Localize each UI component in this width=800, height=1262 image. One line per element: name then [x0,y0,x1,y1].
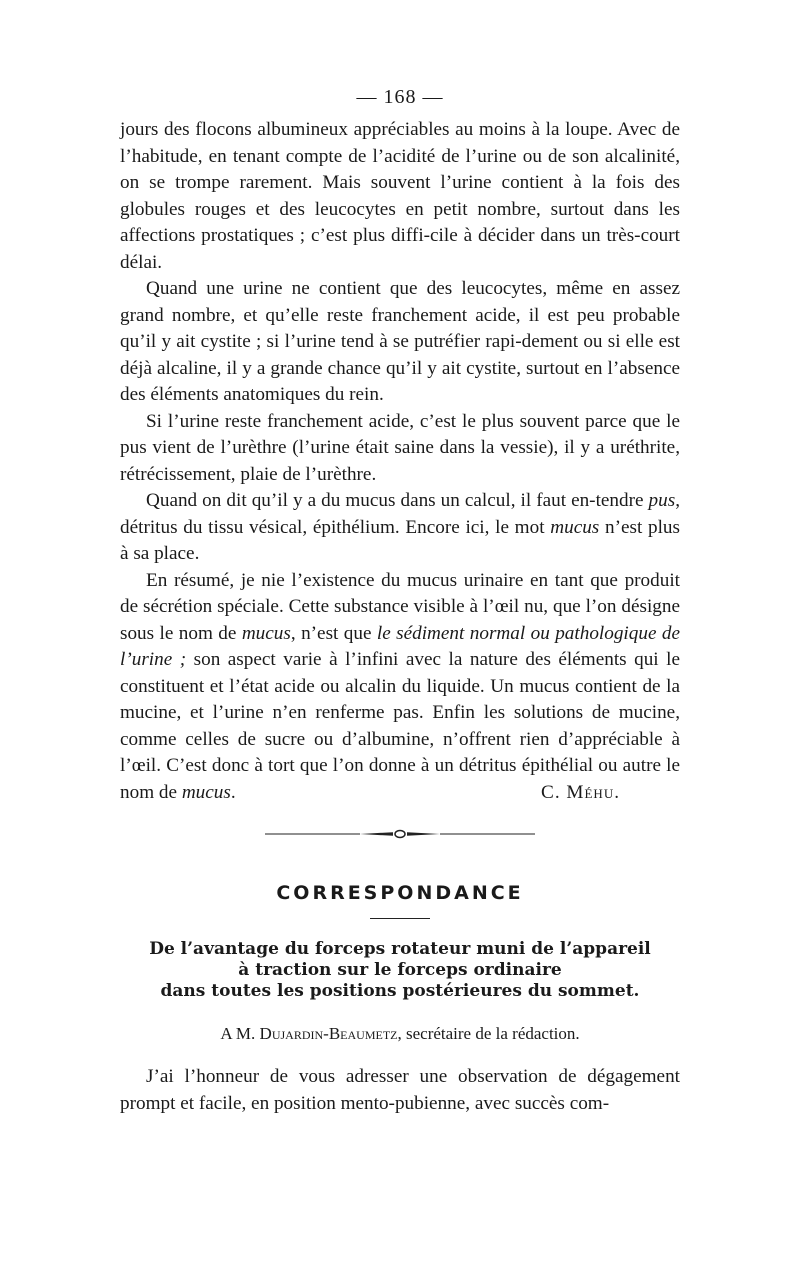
paragraph-5-text-c: son aspect varie à l’infini avec la nature des éléments qui le constituent et l’état acide ou alcalin du liquide. Un mucus contient de la mucine, et l’urine n’en renferme pas. Enfin les solutions de mucine, comme celles de sucre ou d’albumine, n’offrent rien d’appréciable à l’œil. C’est donc à tort que l’on donne à un détritus épithélial ou autre le nom de [120,649,680,803]
paragraph-2: Quand une urine ne contient que des leucocytes, même en assez grand nombre, et qu’elle reste franchement acide, il est peu probable qu’il y ait cystite ; si l’urine tend à se putréfier rapi-dement ou si elle est déjà alcaline, il y a grande chance qu’il y ait cystite, surtout en l’absence des éléments anatomiques du rein. [120,278,680,405]
italic-sediment-phrase: le sédiment normal ou pathologique de l’urine ; [120,622,680,670]
paragraph-1: jours des flocons albumineux appréciables au moins à la loupe. Avec de l’habitude, en tenant compte de l’acidité de l’urine ou de son alcalinité, on se trompe rarement. Mais souvent l’urine contient à la fois des globules rouges et des leucocytes en petit nombre, surtout dans les affections prostatiques ; c’est plus diffi-cile à décider dans un très-court délai. [120,119,680,273]
letter-opening: J’ai l’honneur de vous adresser une observation de dégagement prompt et facile, en position mento-pubienne, avec succès com- [120,1066,680,1114]
paragraph-3: Si l’urine reste franchement acide, c’est le plus souvent parce que le pus vient de l’urèthre (l’urine était saine dans la vessie), il y a uréthrite, rétrécissement, plaie de l’urèthre. [120,410,680,485]
address-prefix: A M. [220,1024,260,1043]
italic-pus: pus [648,490,676,511]
paragraph-4-text-c: n’est plus à sa place. [120,516,680,564]
letter-address [120,1024,680,1044]
section-heading: CORRESPONDANCE [276,882,524,904]
heading-rule [370,918,430,919]
italic-mucus: mucus [550,516,600,538]
paragraph-5-text-d: . [230,781,236,803]
author-signature: C. Méhu. [541,781,620,803]
italic-mucus-2: mucus [181,781,231,803]
address-name: Dujardin-Beaumetz [259,1024,398,1043]
ornamental-divider [265,828,535,840]
address-suffix: , secrétaire de la rédaction. [397,1024,580,1043]
page-number: — 168 — [356,86,444,108]
paragraph-5-text-b: , n’est que [290,622,377,644]
paragraph-5-text-a: En résumé, je nie l’existence du mucus urinaire en tant que produit de sécrétion spéciale. Cette substance visible à l’œil nu, que l’on désigne sous le nom de [120,569,680,644]
paragraph-5 [120,568,680,807]
article-title-line-1: De l’avantage du forceps rotateur muni de l’appareil [149,939,651,959]
italic-mucus-1: mucus [241,622,291,644]
article-title [120,939,680,1002]
article-title-line-2: à traction sur le forceps ordinaire [238,960,562,980]
article-title-line-3: dans toutes les positions postérieures du sommet. [160,981,640,1001]
page-body [120,86,680,1117]
paragraph-4-text-b: , détritus du tissu vésical, épithélium. Encore ici, le mot [120,490,680,538]
paragraph-4-text-a: Quand on dit qu’il y a du mucus dans un calcul, il faut en-tendre [146,490,649,511]
paragraph-4 [120,488,680,568]
